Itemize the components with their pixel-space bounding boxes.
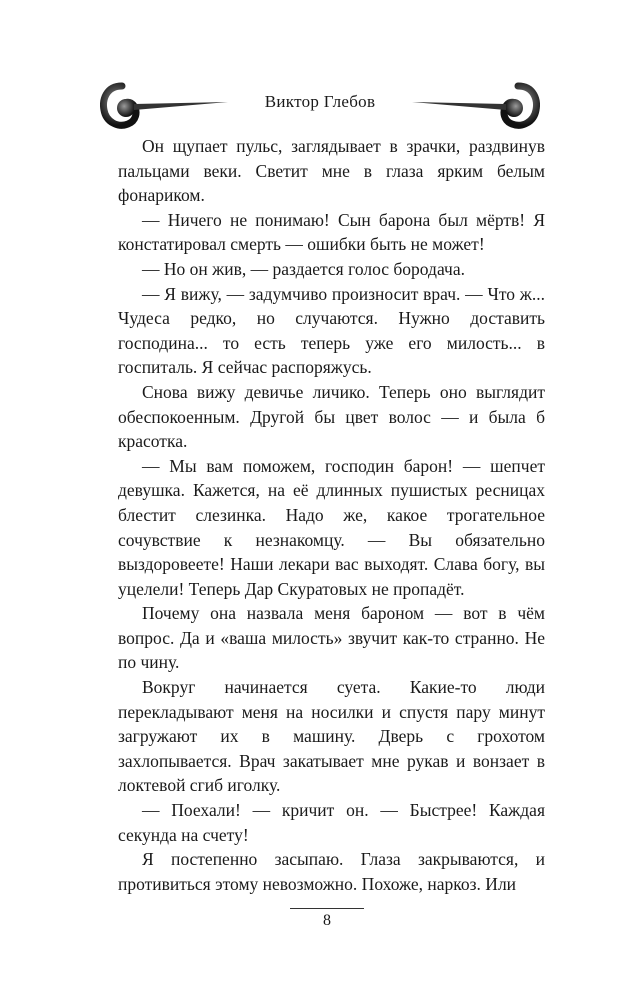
body-text [118,134,545,896]
ornament-right-icon [410,82,540,130]
paragraph: Почему она назвала меня бароном — вот в чём вопрос. Да и «ваша милость» звучит как-то странно. Не по чину. [118,603,545,673]
paragraph: — Мы вам поможем, господин барон! — шепчет девушка. Кажется, на её длинных пушистых ресницах блестит слезинка. Надо же, какое трогательное сочувствие к незнакомцу. — Вы обязательно выздоровеете! Наши лекари вас выходят. Слава богу, вы уцелели! Теперь Дар Скуратовых не пропадёт. [118,455,545,599]
paragraph: Он щупает пульс, заглядывает в зрачки, раздвинув пальцами веки. Светит мне в глаза ярким белым фонариком. [118,136,545,206]
running-head: Виктор Глебов [264,92,376,111]
paragraph: Вокруг начинается суета. Какие-то люди перекладывают меня на носилки и спустя пару минут загружают их в машину. Дверь с грохотом захлопывается. Врач закатывает мне рукав и вонзает в локтевой сгиб иголку. [118,677,545,796]
paragraph: — Поехали! — кричит он. — Быстрее! Каждая секунда на счету! [118,800,545,845]
footer-rule [290,908,364,909]
paragraph: — Я вижу, — задумчиво произносит врач. — Что ж... Чудеса редко, но случаются. Нужно доставить господина... то есть теперь уже его милость... в госпиталь. Я сейчас распоряжусь. [118,283,545,378]
paragraph: Я постепенно засыпаю. Глаза закрываются, и противиться этому невозможно. Похоже, наркоз. Или [118,849,545,894]
page-number: 8 [323,912,331,929]
paragraph: — Ничего не понимаю! Сын барона был мёртв! Я констатировал смерть — ошибки быть не может! [118,209,545,255]
paragraph: — Но он жив, — раздается голос бородача. [142,258,465,279]
page-header [100,82,540,132]
paragraph: Снова вижу девичье личико. Теперь оно выглядит обеспокоенным. Другой бы цвет волос — и была б красотка. [118,381,545,452]
